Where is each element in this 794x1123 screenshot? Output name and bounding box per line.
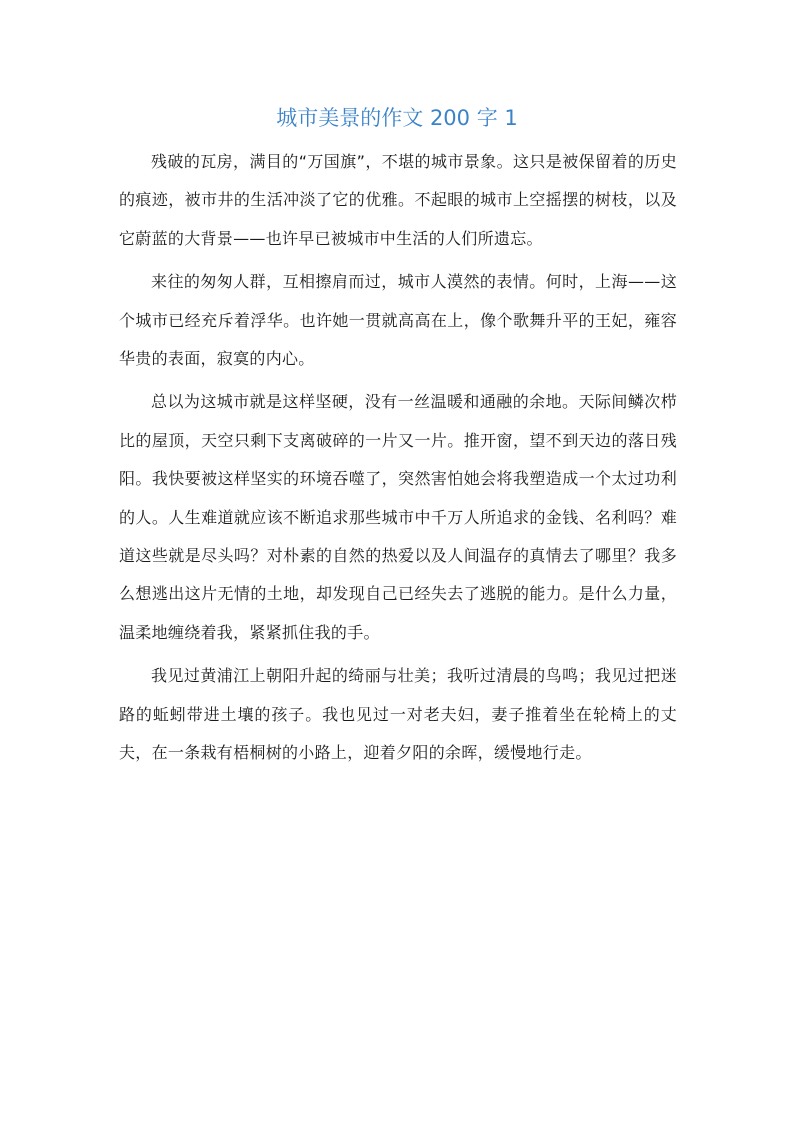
- paragraph-3: 总以为这城市就是这样坚硬，没有一丝温暖和通融的余地。天际间鳞次栉比的屋顶，天空只剩下支离破碎的一片又一片。推开窗，望不到天边的落日残阳。我快要被这样坚实的环境吞噬了，突然害怕她会将我塑造成一个太过功利的人。人生难道就应该不断追求那些城市中千万人所追求的金钱、名利吗？难道这些就是尽头吗？对朴素的自然的热爱以及人间温存的真情去了哪里？我多么想逃出这片无情的土地，却发现自己已经失去了逃脱的能力。是什么力量，温柔地缠绕着我，紧紧抓住我的手。: [119, 392, 677, 642]
- paragraph-1: 残破的瓦房，满目的“万国旗”，不堪的城市景象。这只是被保留着的历史的痕迹，被市井的生活冲淡了它的优雅。不起眼的城市上空摇摆的树枝，以及它蔚蓝的大背景——也许早已被城市中生活的人们所遗忘。: [119, 152, 677, 248]
- document-title: 城市美景的作文 200 字 1: [276, 106, 518, 130]
- paragraph-4: 我见过黄浦江上朝阳升起的绮丽与壮美；我听过清晨的鸟鸣；我见过把迷路的蚯蚓带进土壤的孩子。我也见过一对老夫妇，妻子推着坐在轮椅上的丈夫，在一条栽有梧桐树的小路上，迎着夕阳的余晖，缓慢地行走。: [119, 666, 677, 763]
- document-body: [119, 143, 677, 778]
- paragraph-2: 来往的匆匆人群，互相擦肩而过，城市人漠然的表情。何时，上海——这个城市已经充斥着浮华。也许她一贯就高高在上，像个歌舞升平的王妃，雍容华贵的表面，寂寞的内心。: [119, 272, 677, 369]
